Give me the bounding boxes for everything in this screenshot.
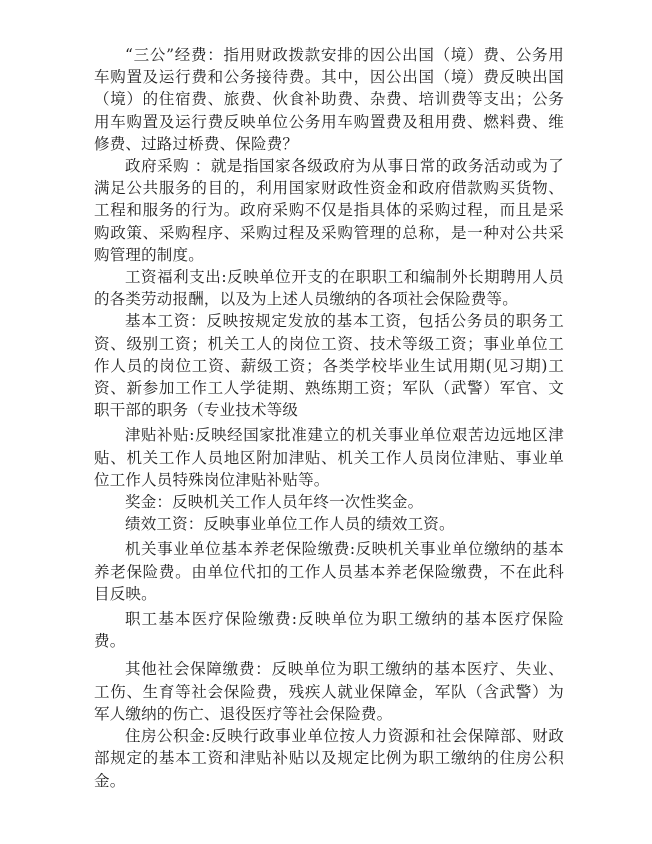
- paragraph-performance-wage: 绩效工资：反映事业单位工作人员的绩效工资。: [125, 515, 455, 534]
- paragraph-other-social-security: 其他社会保障缴费：反映单位为职工缴纳的基本医疗、失业、工伤、生育等社会保险费，残疾人就业保障金，军队（含武警）为军人缴纳的伤亡、退役医疗等社会保险费。: [94, 660, 564, 723]
- paragraph-government-procurement: 政府采购 ：就是指国家各级政府为从事日常的政务活动或为了满足公共服务的目的，利用国家财政性资金和政府借款购买货物、工程和服务的行为。政府采购不仅是指具体的采购过程，而且是采购政策、采购程序、采购过程及采购管理的总称，是一种对公共采购管理的制度。: [94, 157, 564, 264]
- paragraph-sangong-expenses: “三公”经费：指用财政拨款安排的因公出国（境）费、公务用车购置及运行费和公务接待费。其中，因公出国（境）费反映出国（境）的住宿费、旅费、伙食补助费、杂费、培训费等支出；公务用车购置及运行费反映单位公务用车购置费及租用费、燃料费、维修费、过路过桥费、保险费？: [94, 46, 564, 153]
- paragraph-bonus: 奖金：反映机关工作人员年终一次性奖金。: [125, 493, 424, 512]
- paragraph-basic-wage: 基本工资：反映按规定发放的基本工资，包括公务员的职务工资、级别工资；机关工人的岗位工资、技术等级工资；事业单位工作人员的岗位工资、薪级工资；各类学校毕业生试用期(见习期)工资、新参加工作工人学徒期、熟练期工资；军队（武警）军官、文职干部的职务（专业技术等级: [94, 312, 564, 420]
- paragraph-allowances: 津贴补贴:反映经国家批准建立的机关事业单位艰苦边远地区津贴、机关工作人员地区附加津贴、机关工作人员岗位津贴、事业单位工作人员特殊岗位津贴补贴等。: [94, 426, 564, 489]
- document-page: [94, 44, 564, 792]
- paragraph-wage-welfare: 工资福利支出:反映单位开支的在职职工和编制外长期聘用人员的各类劳动报酬，以及为上述人员缴纳的各项社会保险费等。: [94, 268, 564, 309]
- paragraph-housing-fund: 住房公积金:反映行政事业单位按人力资源和社会保障部、财政部规定的基本工资和津贴补贴以及规定比例为职工缴纳的住房公积金。: [94, 727, 564, 790]
- paragraph-pension-insurance: 机关事业单位基本养老保险缴费:反映机关事业单位缴纳的基本养老保险费。由单位代扣的工作人员基本养老保险缴费，不在此科目反映。: [94, 540, 564, 603]
- paragraph-medical-insurance: 职工基本医疗保险缴费:反映单位为职工缴纳的基本医疗保险费。: [94, 610, 564, 651]
